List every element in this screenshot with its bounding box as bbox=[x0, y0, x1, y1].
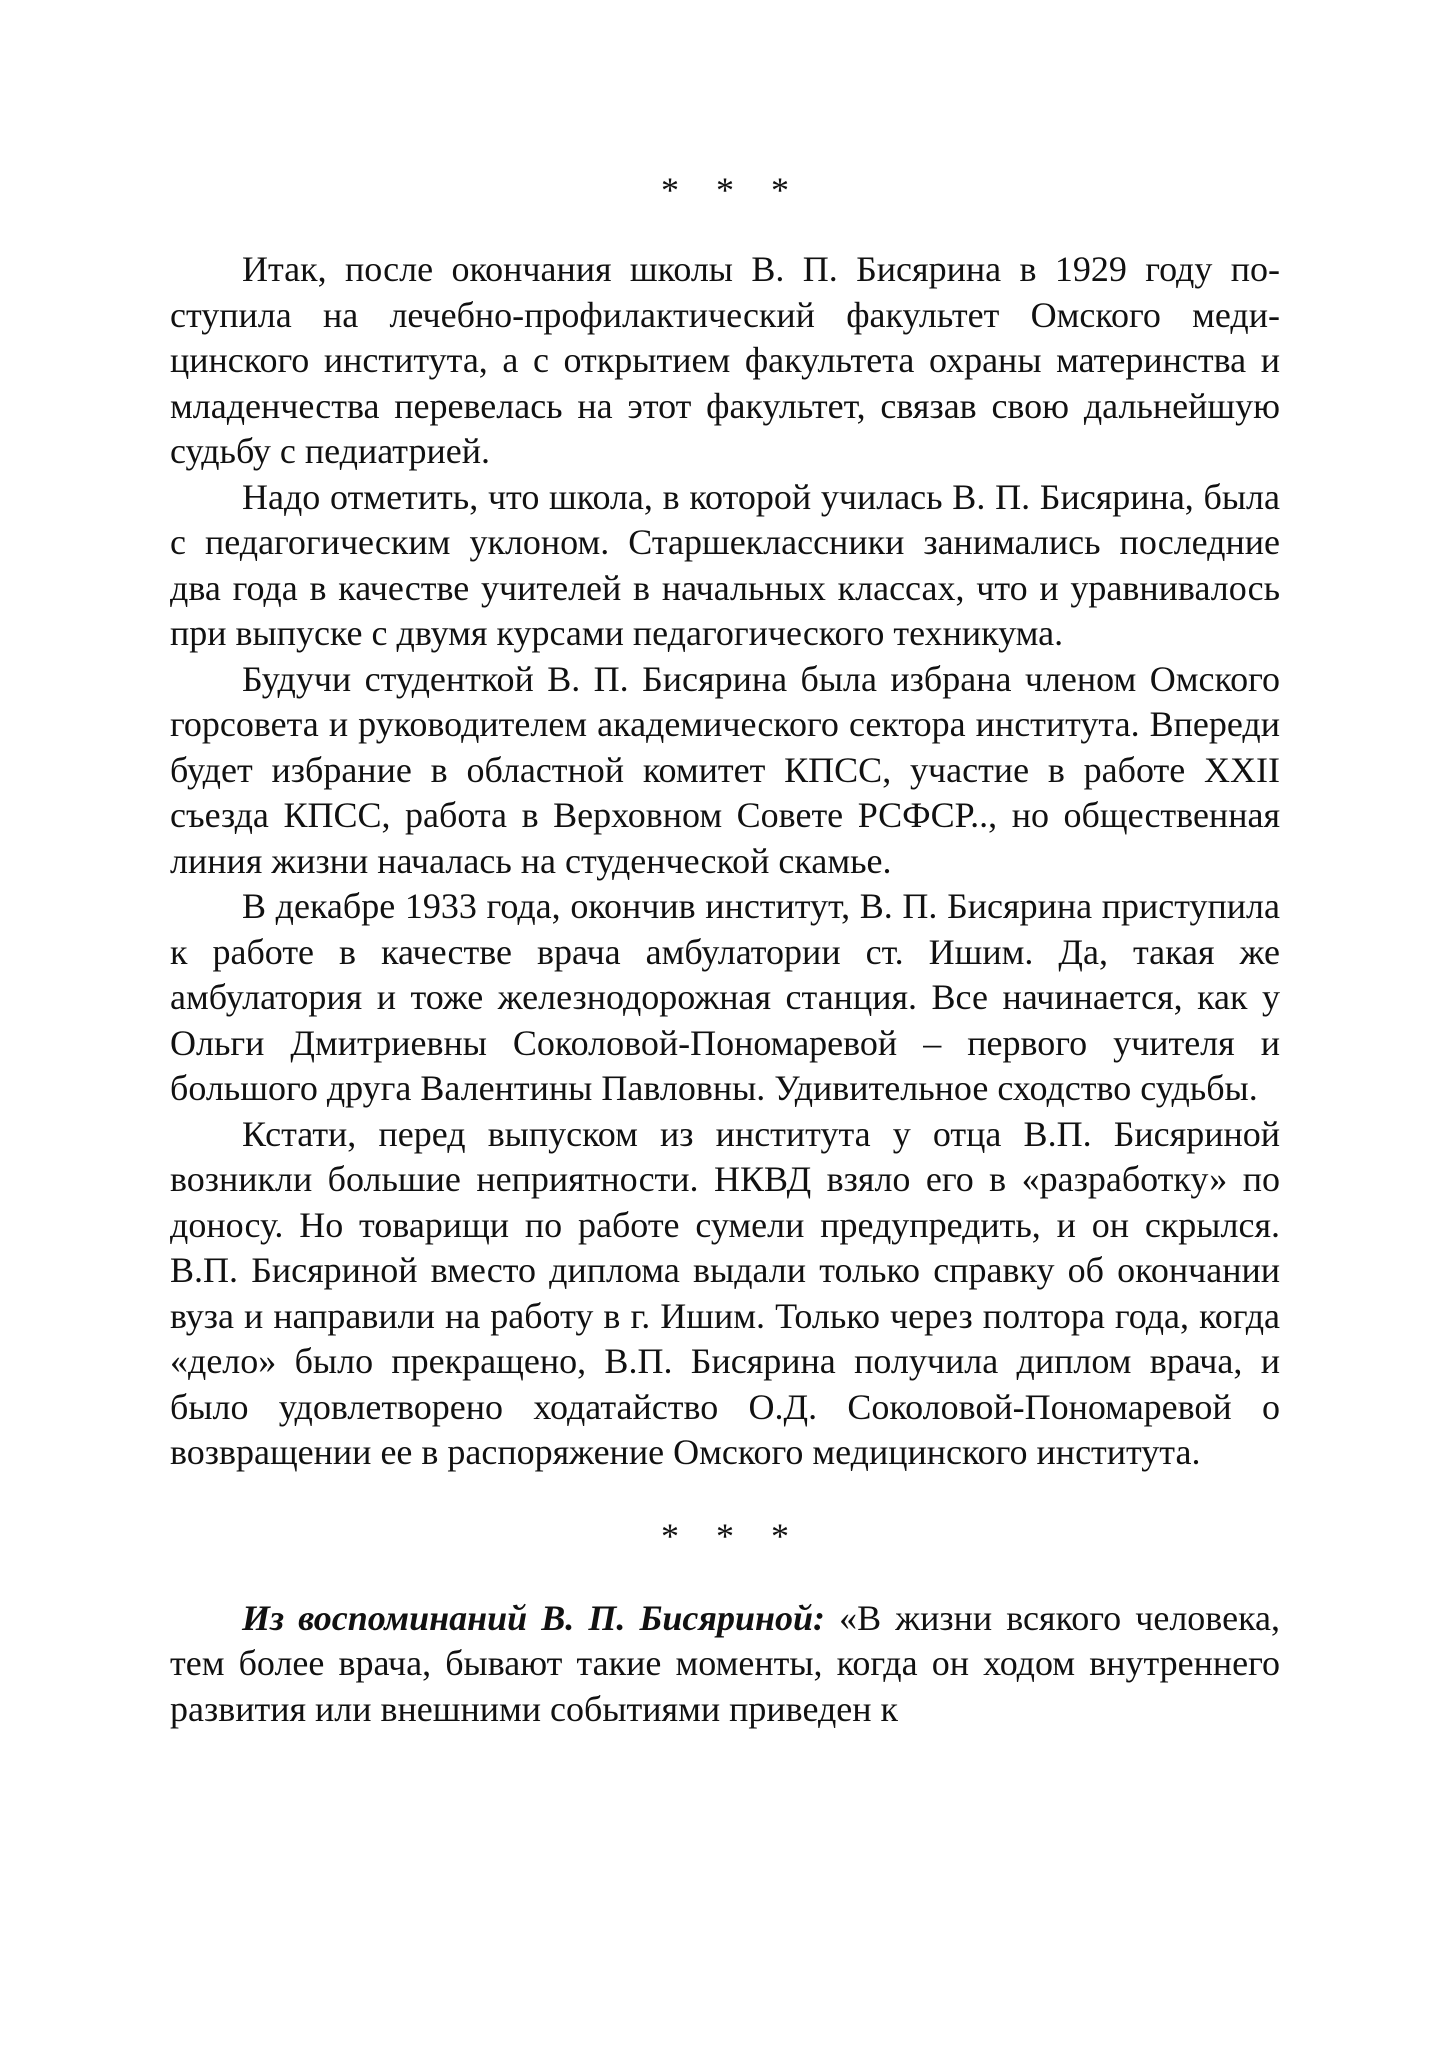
paragraph: Итак, после окончания школы В. П. Бисярина в 1929 году поступила на лечебно-профилактический факультет Омского медицинского института, а с открытием факультета охраны материнства и младенчества перевелась на этот факультет, связав свою дальнейшую судьбу с педиатрией. bbox=[170, 249, 1280, 471]
memoir-paragraph bbox=[170, 1596, 1280, 1733]
paragraph: В декабре 1933 года, окончив институт, В. П. Бисярина приступила к работе в качестве врача амбулатории ст. Ишим. Да, такая же амбулатория и тоже железнодорожная станция. Все начинается, как у Ольги Дмитриевны Соколовой-Пономаревой – первого учителя и большого друга Валентины Павловны. Удивительное сходство судьбы. bbox=[170, 886, 1280, 1108]
paragraph: Кстати, перед выпуском из института у отца В.П. Бисяриной возникли большие неприятности. НКВД взяло его в «разработку» по доносу. Но товарищи по работе сумели предупредить, и он скрылся. В.П. Бисяриной вместо диплома выдали только справку об окончании вуза и направили на работу в г. Ишим. Только через полтора года, когда «дело» было прекращено, В.П. Бисярина получила диплом врача, и было удовлетворено ходатайство О.Д. Соколовой-Пономаревой о возвращении ее в распоряжение Омского медицинского института. bbox=[170, 1113, 1280, 1472]
paragraph: Надо отметить, что школа, в которой училась В. П. Бисярина, была с педагогическим уклоном. Старшеклассники занимались последние два года в качестве учителей в начальных классах, что и уравнивалось при выпуске с двумя курсами педагогического техникума. bbox=[170, 476, 1280, 653]
section-separator: * * * bbox=[661, 170, 803, 210]
memoir-lead: Из воспоминаний В. П. Бисяриной: bbox=[242, 1597, 825, 1638]
paragraph: Будучи студенткой В. П. Бисярина была избрана членом Омского горсовета и руководителем академического сектора института. Впереди будет избрание в областной комитет КПСС, участие в работе XXII съезда КПСС, работа в Верховном Совете РСФСР.., но общественная линия жизни началась на студенческой скамье. bbox=[170, 658, 1280, 881]
section-separator: * * * bbox=[661, 1515, 803, 1556]
page-content bbox=[170, 170, 1280, 1732]
memoir-text: «В жизни всякого человека, тем более врача, бывают такие моменты, когда он ходом внутреннего развития или внешними событиями приведен к bbox=[170, 1597, 1280, 1729]
